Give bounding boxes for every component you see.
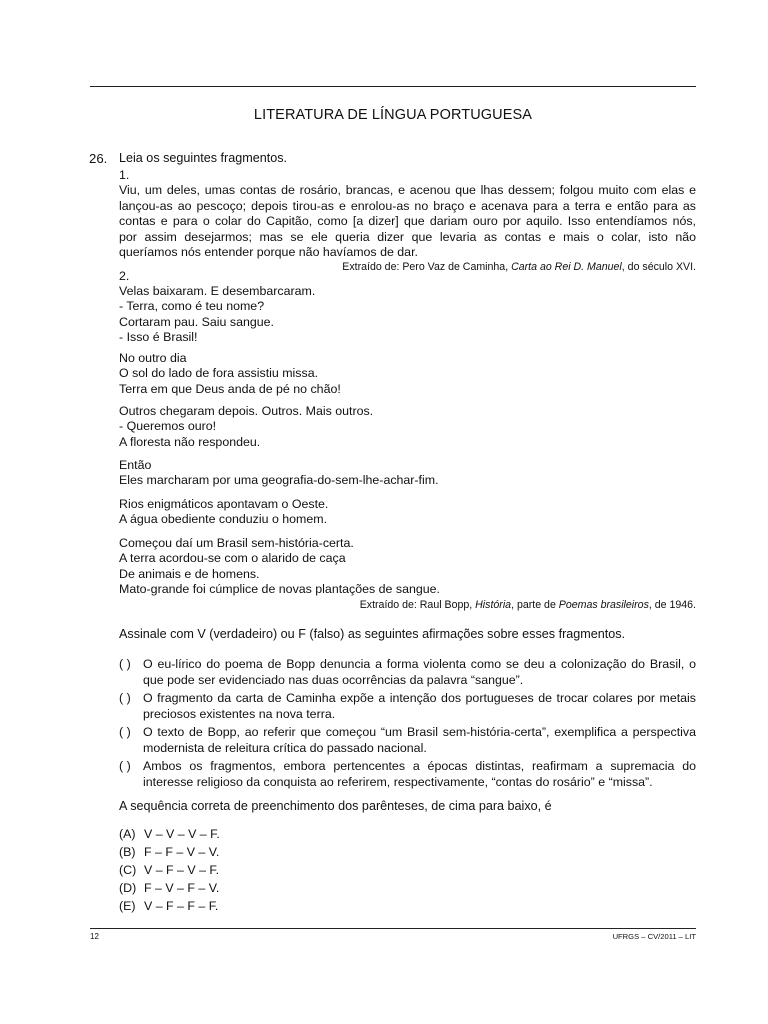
poem-stanza-5 [119,497,328,528]
fragment-1-line: queríamos nós entender porque não havíamos de dar. [119,245,418,259]
option-text: V – F – F – F. [144,899,219,914]
poem-stanza-2 [119,351,341,397]
option-letter: (C) [119,863,137,878]
statement-4 [119,758,696,790]
poem-line: Outros chegaram depois. Outros. Mais outros. [119,404,374,418]
poem-line: Cortaram pau. Saiu sangue. [119,314,274,329]
poem-line: - Terra, como é teu nome? [119,299,265,314]
source-middle: , parte de [511,599,559,611]
option-text: V – F – V – F. [144,863,220,878]
fragment-1-label: 1. [119,168,130,182]
option-letter: (E) [119,899,136,914]
statement-3 [119,724,696,756]
statement-text: Ambos os fragmentos, embora pertencentes a épocas distintas, reafirmam a supremacia do interesse religioso da conquista ao referirem, respectivamente, “contas do rosário” e “missa”. [143,759,696,789]
fragment-2-label: 2. [119,269,130,283]
answer-blank[interactable]: ( ) [119,759,131,773]
fragment-1-line: lançou-as ao pescoço; depois tirou-as e enrolou-as no braço e acenava para a terra e então para as [119,198,696,213]
option-e[interactable] [119,897,220,915]
poem-stanza-6 [119,536,440,598]
statement-text: O fragmento da carta de Caminha expõe a intenção dos portugueses de trocar colares por metais preciosos existentes na nova terra. [143,691,696,721]
poem-line: Velas baixaram. E desembarcaram. [119,284,316,298]
source-suffix: , de 1946. [648,599,696,611]
question-prompt: A sequência correta de preenchimento dos parênteses, de cima para baixo, é [119,799,552,813]
poem-line: Mato-grande foi cúmplice de novas plantações de sangue. [119,582,440,597]
option-text: F – V – F – V. [144,881,220,896]
page-number: 12 [90,932,99,941]
option-a[interactable] [119,825,220,843]
poem-line: A água obediente conduziu o homem. [119,512,328,527]
option-letter: (D) [119,881,137,896]
fragment-1-text [119,183,696,261]
footer-rule [90,928,696,929]
fragment-1-line: contas e para o colar do Capitão, como [a dizer] que dariam ouro por aquilo. Isso entendíamos nós, [119,214,696,228]
header-rule [90,86,696,87]
option-text: V – V – V – F. [144,827,220,841]
statement-text: O eu-lírico do poema de Bopp denuncia a forma violenta como se deu a colonização do Brasil, o que pode ser evidenciado nas duas ocorrências da palavra “sangue”. [143,657,696,687]
poem-stanza-3 [119,404,373,450]
option-c[interactable] [119,861,220,879]
fragment-1-line: Viu, um deles, umas contas de rosário, brancas, e acenou que lhas dessem; folgou muito com elas e [119,183,696,197]
question-instruction: Assinale com V (verdadeiro) ou F (falso) as seguintes afirmações sobre esses fragmentos. [119,627,626,641]
exam-id: UFRGS – CV/2011 – LIT [612,932,696,941]
source-book: Poemas brasileiros [558,599,649,611]
statement-1 [119,656,696,688]
option-b[interactable] [119,843,220,861]
poem-line: Rios enigmáticos apontavam o Oeste. [119,497,329,511]
poem-line: Começou daí um Brasil sem-história-certa. [119,536,354,550]
source-prefix: Extraído de: Pero Vaz de Caminha, [342,261,512,273]
source-suffix: , do século XVI. [621,261,696,273]
poem-line: Eles marcharam por uma geografia-do-sem-lhe-achar-fim. [119,473,439,488]
option-d[interactable] [119,879,220,897]
page-title: LITERATURA DE LÍNGUA PORTUGUESA [253,107,533,123]
poem-line: A floresta não respondeu. [119,434,261,449]
statement-text: O texto de Bopp, ao referir que começou “um Brasil sem-história-certa”, exemplifica a perspectiva modernista de releitura crítica do passado nacional. [143,725,696,755]
fragment-2-source [360,599,696,611]
poem-line: Terra em que Deus anda de pé no chão! [119,381,341,396]
question-number: 26. [89,151,108,166]
poem-line: - Isso é Brasil! [119,330,198,345]
source-prefix: Extraído de: Raul Bopp, [359,599,476,611]
option-text: F – F – V – V. [144,845,220,860]
answer-blank[interactable]: ( ) [119,657,131,671]
poem-stanza-4 [119,458,439,489]
poem-line: O sol do lado de fora assistiu missa. [119,366,319,381]
option-letter: (B) [119,845,136,860]
answer-blank[interactable]: ( ) [119,725,131,739]
statement-2 [119,690,696,722]
fragment-1-line: por assim desejarmos; mas se ele queria dizer que levaria as contas e mais o colar, isto não [119,229,696,244]
answer-options [119,825,220,915]
poem-line: A terra acordou-se com o alarido de caça [119,551,346,566]
poem-stanza-1 [119,284,315,346]
fragment-1-source [342,261,696,273]
answer-blank[interactable]: ( ) [119,691,131,705]
poem-line: No outro dia [119,351,187,365]
question-intro: Leia os seguintes fragmentos. [119,151,288,165]
source-work: Carta ao Rei D. Manuel [511,261,622,273]
poem-line: De animais e de homens. [119,566,260,581]
poem-line: - Queremos ouro! [119,419,217,434]
poem-line: Então [119,458,152,472]
option-letter: (A) [119,827,136,841]
source-work: História [475,599,512,611]
